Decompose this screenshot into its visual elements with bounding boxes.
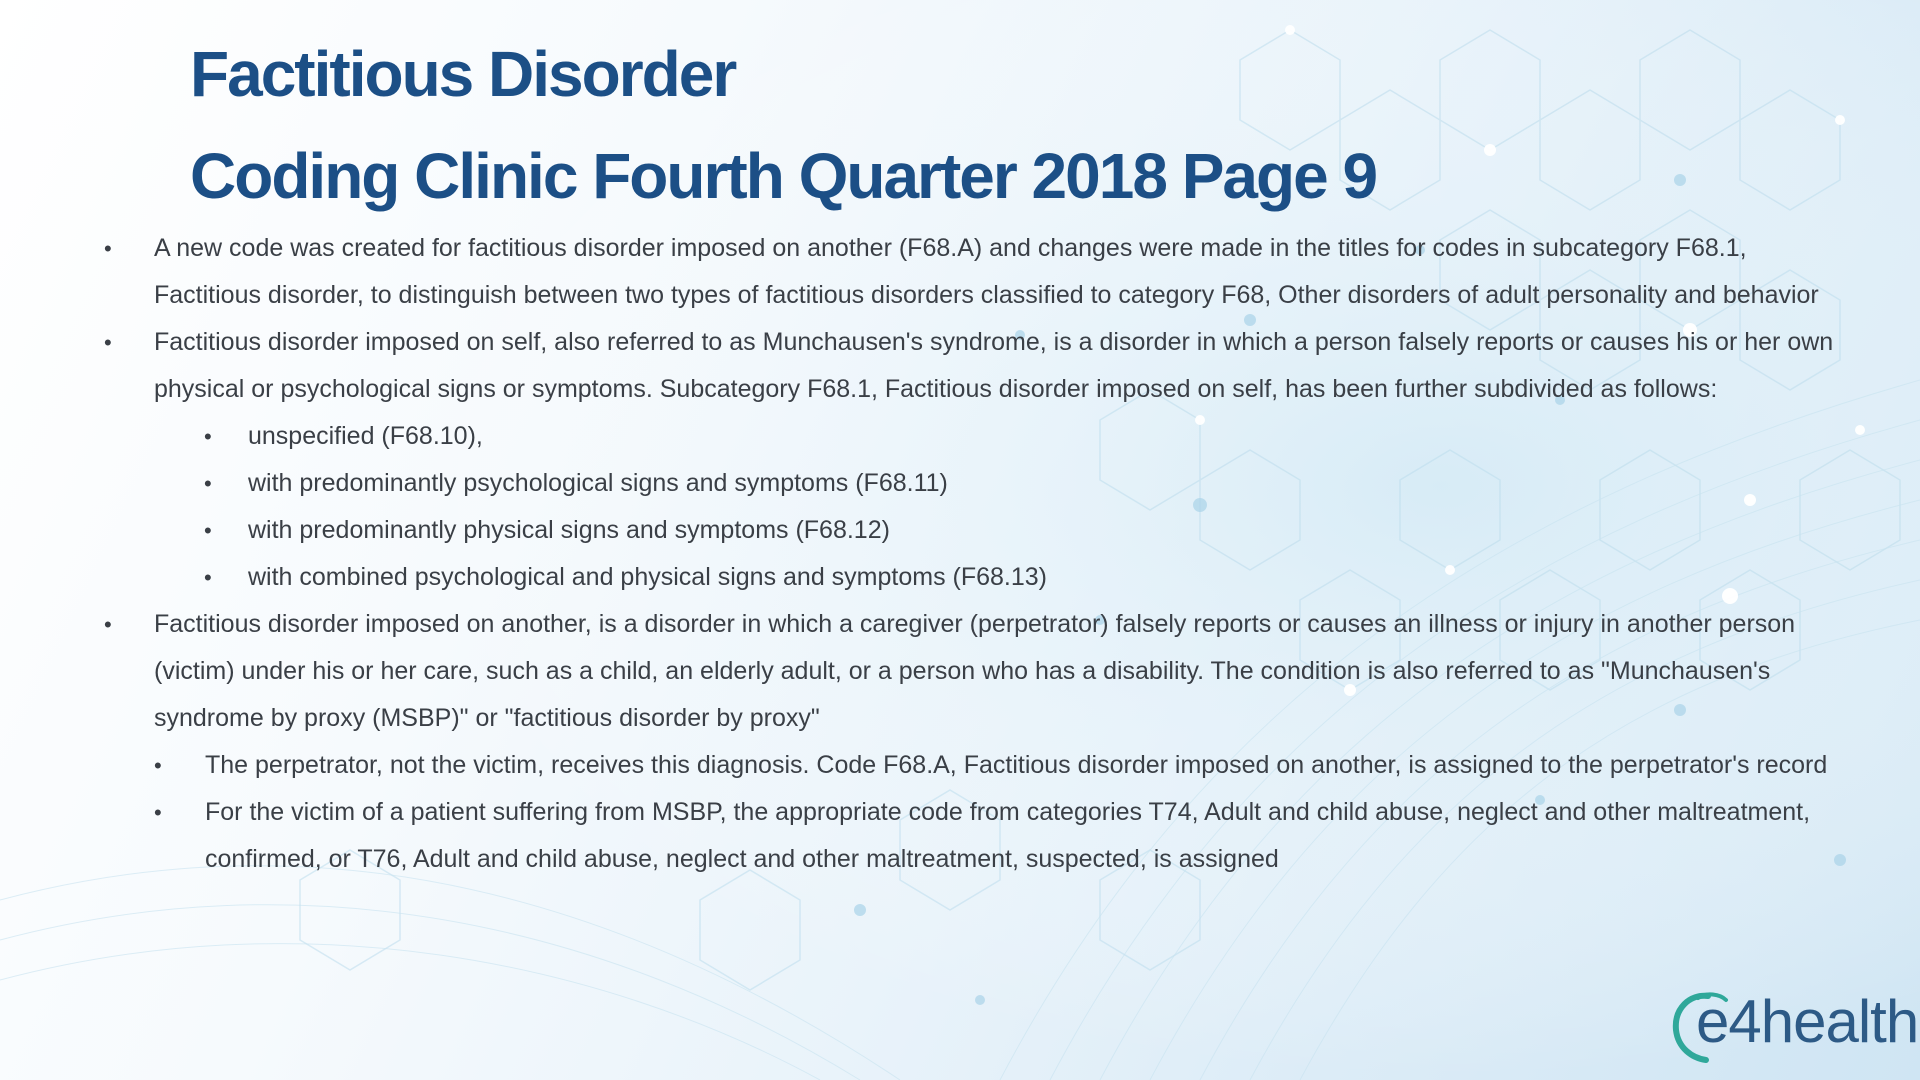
bullet-list	[96, 225, 1856, 883]
sub-bullet-perpetrator: • The perpetrator, not the victim, receives this diagnosis. Code F68.A, Factitious disorder imposed on another, is assigned to the perpetrator's record	[96, 742, 1856, 789]
logo-text: e4health	[1696, 988, 1919, 1055]
sub-bullet-f68-13: • with combined psychological and physical signs and symptoms (F68.13)	[96, 554, 1856, 601]
bullet-new-code: • A new code was created for factitious disorder imposed on another (F68.A) and changes were made in the titles for codes in subcategory F68.1, Factitious disorder, to distinguish between two types of factitious disorders classified to category F68, Other disorders of adult personality and behavior	[96, 225, 1856, 319]
sub-bullet-f68-11: • with predominantly psychological signs and symptoms (F68.11)	[96, 460, 1856, 507]
sub-bullet-f68-12: • with predominantly physical signs and symptoms (F68.12)	[96, 507, 1856, 554]
title-line-1: Factitious Disorder	[190, 38, 736, 110]
bullet-imposed-on-another: • Factitious disorder imposed on another, is a disorder in which a caregiver (perpetrator) falsely reports or causes an illness or injury in another person (victim) under his or her care, such as a child, an elderly adult, or a person who has a disability. The condition is also referred to as "Munchausen's syndrome by proxy (MSBP)" or "factitious disorder by proxy"	[96, 601, 1856, 742]
bullet-imposed-on-self: • Factitious disorder imposed on self, also referred to as Munchausen's syndrome, is a disorder in which a person falsely reports or causes his or her own physical or psychological signs or symptoms. Subcategory F68.1, Factitious disorder imposed on self, has been further subdivided as follows:	[96, 319, 1856, 413]
e4health-logo	[1668, 988, 1919, 1070]
sub-bullet-victim: • For the victim of a patient suffering from MSBP, the appropriate code from categories T74, Adult and child abuse, neglect and other maltreatment, confirmed, or T76, Adult and child abuse, neglect and other maltreatment, suspected, is assigned	[96, 789, 1856, 883]
title-line-2: Coding Clinic Fourth Quarter 2018 Page 9	[190, 140, 1377, 212]
slide-title	[190, 38, 1377, 212]
sub-bullet-f68-10: • unspecified (F68.10),	[96, 413, 1856, 460]
